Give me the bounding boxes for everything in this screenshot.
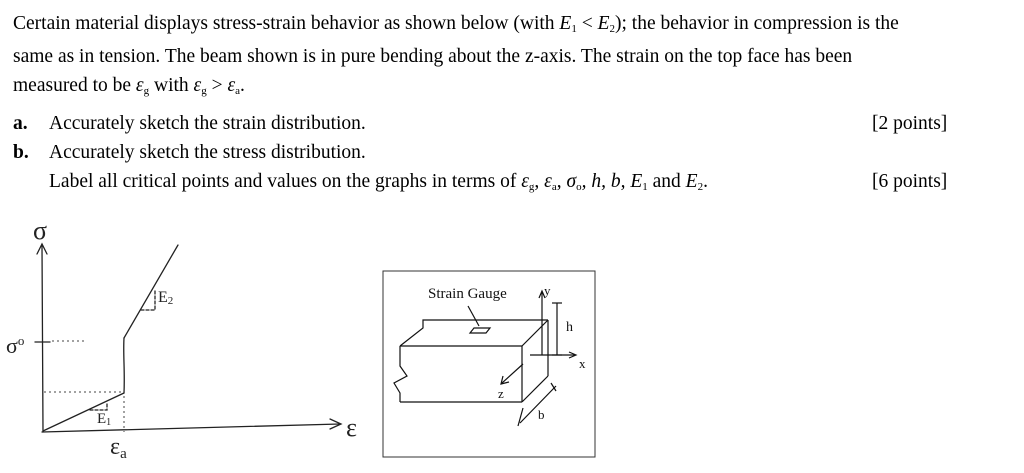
- e2-slope-triangle: [141, 289, 155, 310]
- sigma-o-symbol: σ: [6, 333, 18, 358]
- x-coordinate-label: x: [579, 356, 586, 371]
- e1-slope-label: [97, 411, 111, 428]
- part-b-text: Accurately sketch the stress distribution.: [49, 142, 366, 163]
- x-axis: [42, 424, 340, 432]
- e2-segment: [124, 245, 178, 338]
- symbol-sigma: σ: [566, 171, 577, 192]
- z-coordinate-label: z: [498, 386, 504, 401]
- symbol-e2: E: [685, 171, 698, 192]
- symbol-epsilon-a: ε: [544, 171, 552, 192]
- text-segment: Certain material displays stress-strain behavior as shown below (with: [13, 13, 560, 34]
- subscript: 1: [571, 23, 577, 35]
- beam-diagram: [380, 268, 600, 463]
- x-axis-label: ε: [346, 413, 357, 442]
- text-segment: and: [647, 171, 686, 192]
- part-b-points: [6 points]: [872, 171, 948, 192]
- symbol-epsilon-g: ε: [193, 75, 202, 96]
- subscript: g: [143, 85, 150, 97]
- sigma-o-label: [6, 333, 24, 358]
- part-a-letter: a.: [13, 113, 28, 134]
- subscript: g: [528, 181, 535, 193]
- part-b-letter: b.: [13, 142, 29, 163]
- e1-slope-triangle: [90, 403, 107, 410]
- symbol-e1: E: [559, 13, 572, 34]
- text-segment: .: [240, 75, 245, 96]
- text-segment: ,: [556, 171, 567, 192]
- text-segment: .: [703, 171, 708, 192]
- gauge-label: Strain Gauge: [428, 286, 507, 302]
- text-segment: with: [149, 75, 194, 96]
- problem-line-1: [13, 12, 899, 41]
- subscript: o: [576, 181, 582, 193]
- strain-a-symbol: ε: [110, 434, 121, 460]
- symbol-epsilon-a: ε: [227, 75, 236, 96]
- z-coordinate-axis: [502, 364, 523, 383]
- text-segment: measured to be: [13, 75, 136, 96]
- text-segment: <: [576, 13, 598, 34]
- y-axis: [42, 246, 43, 432]
- e1-segment: [43, 393, 124, 431]
- strain-a-label: [110, 434, 127, 462]
- strain-a-sub: a: [120, 446, 127, 462]
- subscript: a: [551, 181, 557, 193]
- symbol-list: , h, b, E: [581, 171, 643, 192]
- text-segment: ,: [534, 171, 545, 192]
- part-a-text: Accurately sketch the strain distribution.: [49, 113, 366, 134]
- y-coordinate-label: y: [544, 283, 551, 298]
- strain-gauge: [470, 328, 490, 333]
- part-a-points: [2 points]: [872, 113, 948, 134]
- e2-slope-label: [158, 289, 173, 307]
- y-axis-label: σ: [33, 216, 48, 245]
- part-a: [13, 112, 366, 136]
- symbol-epsilon-g: ε: [135, 75, 144, 96]
- subscript: a: [235, 85, 241, 97]
- subscript: 2: [697, 181, 704, 193]
- subscript: g: [201, 85, 207, 97]
- label-instruction: [49, 170, 708, 199]
- beam-front-face: [394, 346, 407, 402]
- part-b: [13, 141, 366, 165]
- e1-sub: 1: [106, 417, 112, 428]
- b-dimension-label: b: [538, 407, 545, 422]
- subscript: 1: [642, 181, 648, 193]
- text-segment: >: [206, 75, 228, 96]
- gauge-leader: [468, 306, 479, 326]
- sigma-o-sub: o: [17, 333, 25, 348]
- e2-sub: 2: [167, 295, 174, 307]
- symbol-e2: E: [597, 13, 610, 34]
- e1-symbol: E: [97, 411, 107, 427]
- h-dimension-label: h: [566, 320, 573, 335]
- text-segment: Label all critical points and values on the graphs in terms of: [49, 171, 522, 192]
- e2-symbol: E: [158, 289, 168, 306]
- subscript: 2: [609, 23, 616, 35]
- problem-line-3: [13, 74, 245, 103]
- text-segment: ); the behavior in compression is the: [615, 13, 899, 34]
- symbol-epsilon-g: ε: [521, 171, 529, 192]
- plateau-segment: [124, 338, 125, 393]
- problem-line-2: same as in tension. The beam shown is in pure bending about the z-axis. The strain on the top face has been: [13, 46, 853, 67]
- stress-strain-graph: [0, 210, 380, 473]
- beam-top-edge: [522, 320, 548, 346]
